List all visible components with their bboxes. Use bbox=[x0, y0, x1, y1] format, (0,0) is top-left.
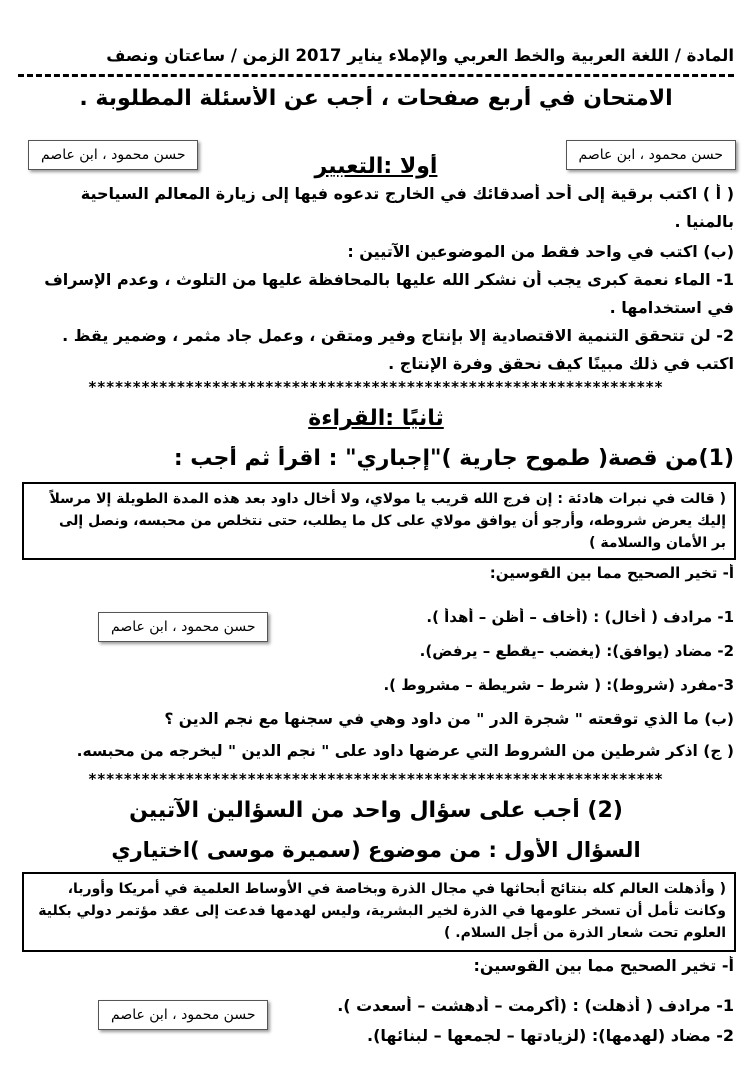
section1-b1-line2: في استخدامها . bbox=[609, 298, 734, 317]
section1-b2-line2: اكتب في ذلك مبينًا كيف نحقق وفرة الإنتاج . bbox=[388, 354, 734, 373]
instruction: الامتحان في أربع صفحات ، أجب عن الأسئلة المطلوبة . bbox=[79, 86, 673, 111]
separator-stars: ***************************************************************** bbox=[88, 378, 664, 396]
section3-item1: 1- مرادف ( أذهلت) : (أكرمت – أدهشت – أسعدت ). bbox=[337, 996, 734, 1015]
section2-item1: 1- مرادف ( أخال) : (أخاف – أظن – أهدأ ). bbox=[426, 608, 734, 626]
separator-stars: ***************************************************************** bbox=[88, 770, 664, 788]
passage-line: العلوم تحت شعار الذرة من أجل السلام. ) bbox=[443, 925, 726, 941]
section2-title: ثانيًا :القراءة bbox=[308, 406, 444, 431]
exam-page bbox=[8, 6, 744, 1072]
passage-line: إليك يعرض شروطه، وأرجو أن يوافق مولاي على كل ما يطلب، حتى نتخلص من محبسه، ونصل إلى bbox=[58, 513, 726, 529]
section1-b2-line1: 2- لن تتحقق التنمية الاقتصادية إلا بإنتاج وفير ومتقن ، وعمل جاد مثمر ، وضمير يقظ . bbox=[62, 326, 734, 345]
section1-b1-line1: 1- الماء نعمة كبرى يجب أن نشكر الله عليها بالمحافظة عليها من التلوث ، وعدم الإسراف bbox=[44, 270, 734, 289]
watermark-stamp: حسن محمود ، ابن عاصم bbox=[28, 140, 198, 170]
watermark-stamp: حسن محمود ، ابن عاصم bbox=[98, 612, 268, 642]
section2-item3: 3-مفرد (شروط): ( شرط – شريطة – مشروط ). bbox=[383, 676, 734, 694]
section2-item2: 2- مضاد (يوافق): (يغضب –يقطع – يرفض). bbox=[419, 642, 734, 660]
subject-line: المادة / اللغة العربية والخط العربي والإملاء يناير 2017 الزمن / ساعتان ونصف bbox=[106, 46, 734, 65]
section1-a-line2: بالمنيا . bbox=[674, 212, 734, 231]
section2-q1-title: (1)من قصة( طموح جارية )"إجباري" : اقرأ ثم أجب : bbox=[173, 446, 734, 471]
section2-q-b: (ب) ما الذي توقعته " شجرة الدر " من داود وهي في سجنها مع نجم الدين ؟ bbox=[164, 710, 734, 728]
passage-line: وكانت تأمل أن تسخر علومها في الذرة لخير البشرية، وليس لهدمها فدعت إلى عقد مؤتمر دولي بكلية bbox=[38, 903, 726, 919]
section2-q-c: ( ج) اذكر شرطين من الشروط التي عرضها داود على " نجم الدين " ليخرجه من محبسه. bbox=[76, 742, 734, 760]
section3-item2: 2- مضاد (لهدمها): (لزيادتها – لجمعها – لبنائها). bbox=[367, 1026, 734, 1045]
watermark-stamp: حسن محمود ، ابن عاصم bbox=[98, 1000, 268, 1030]
section3-q1-title: السؤال الأول : من موضوع (سميرة موسى )اختياري bbox=[111, 838, 641, 862]
section1-b-intro: (ب) اكتب في واحد فقط من الموضوعين الآتيين : bbox=[347, 242, 734, 261]
watermark-stamp: حسن محمود ، ابن عاصم bbox=[566, 140, 736, 170]
section1-a-line1: ( أ ) اكتب برقية إلى أحد أصدقائك في الخارج تدعوه فيها إلى زيارة المعالم السياحية bbox=[80, 184, 734, 203]
section3-choose: أ- تخير الصحيح مما بين القوسين: bbox=[473, 956, 734, 975]
section2-passage-box bbox=[22, 482, 736, 560]
section3-title: (2) أجب على سؤال واحد من السؤالين الآتيين bbox=[129, 798, 623, 823]
header-divider bbox=[18, 74, 734, 77]
passage-line: بر الأمان والسلامة ) bbox=[589, 535, 726, 551]
section1-title: أولا :التعبير bbox=[314, 154, 438, 179]
passage-line: ( وأذهلت العالم كله بنتائج أبحاثها في مجال الذرة وبخاصة في الأوساط العلمية في أمريكا وأوربا، bbox=[67, 881, 726, 897]
section3-passage-box bbox=[22, 872, 736, 952]
passage-line: ( قالت في نبرات هادئة : إن فرج الله قريب يا مولاي، ولا أخال داود بعد هذه المدة الطويلة إلا مرسلاً bbox=[49, 491, 726, 507]
section2-choose: أ- تخير الصحيح مما بين القوسين: bbox=[489, 564, 734, 582]
